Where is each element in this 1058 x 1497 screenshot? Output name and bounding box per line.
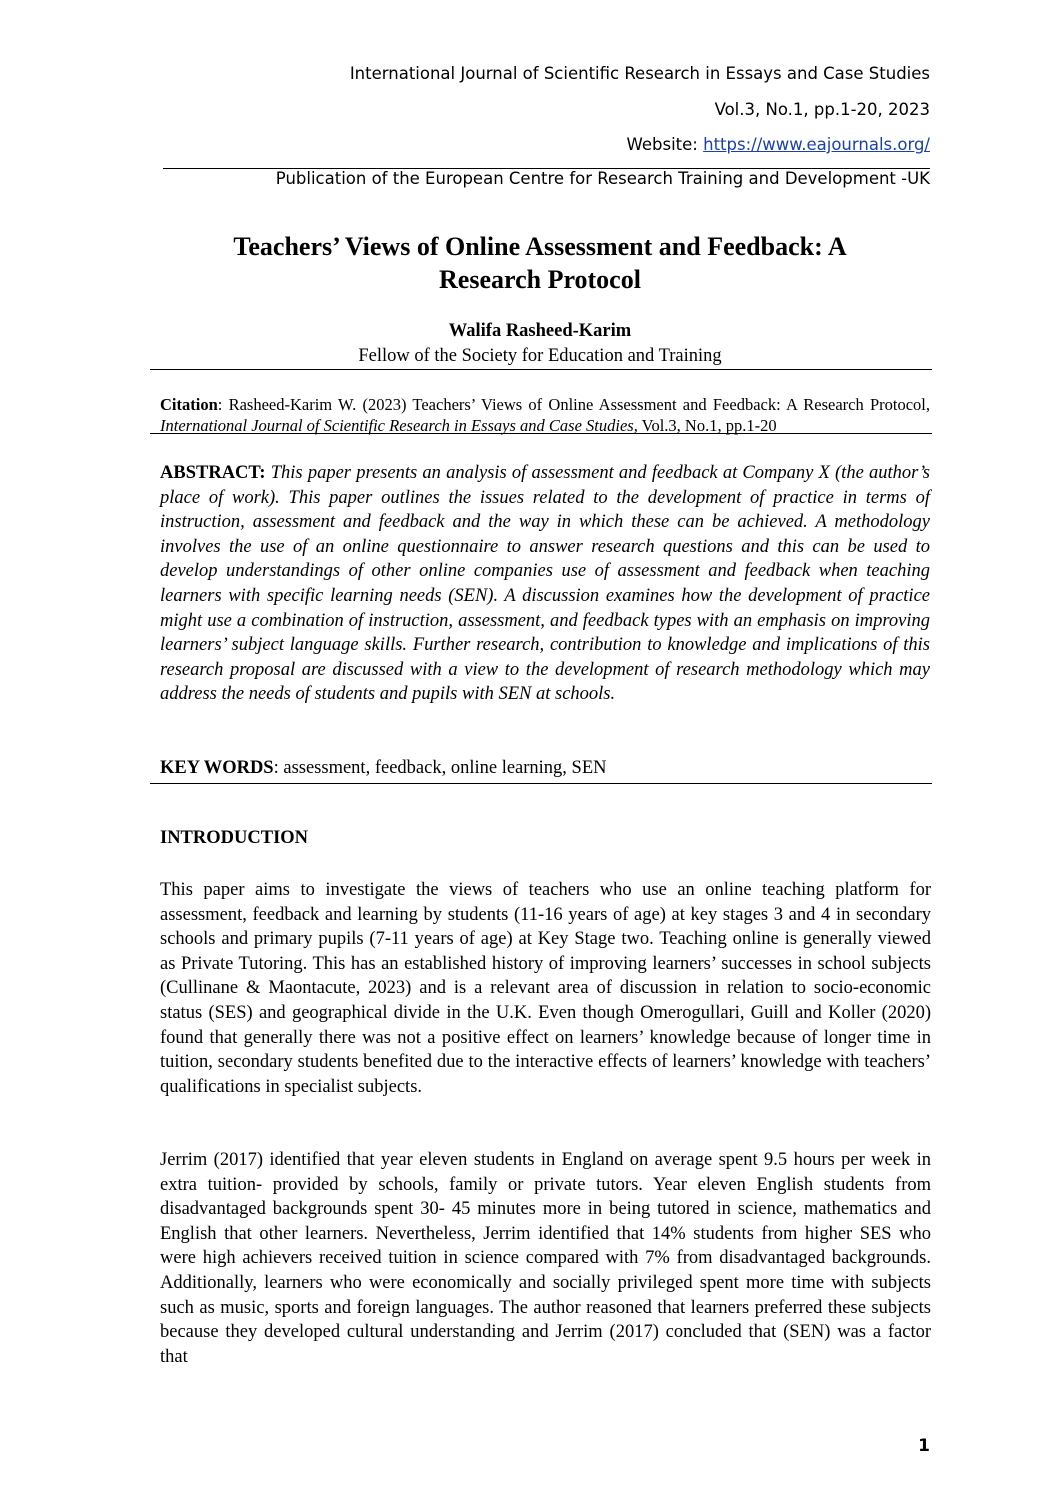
abstract-text: This paper presents an analysis of assessment and feedback at Company X (the author’s place of work). This paper outlines the issues related to the development of practice in terms of instruction, assessment and feedback and the way in which these can be achieved. A methodology involves the use of an online questionnaire to answer research questions and this can be used to develop understandings of other online companies use of assessment and feedback when teaching learners with specific learning needs (SEN). A discussion examines how the development of practice might use a combination of instruction, assessment, and feedback types with an emphasis on improving learners’ subject language skills. Further research, contribution to knowledge and implications of this research proposal are discussed with a view to the development of research methodology which may address the needs of students and pupils with SEN at schools. <box>160 463 930 705</box>
title-line-2: Research Protocol <box>439 265 641 294</box>
citation-text: : Rasheed-Karim W. (2023) Teachers’ Views of Online Assessment and Feedback: A Research Protocol, <box>217 395 930 414</box>
paragraph-1: This paper aims to investigate the views of teachers who use an online teaching platform for assessment, feedback and learning by students (11-16 years of age) at key stages 3 and 4 in secondary schools and primary pupils (7-11 years of age) at Key Stage two. Teaching online is generally viewed as Private Tutoring. This has an established history of improving learners’ successes in school subjects (Cullinane & Maontacute, 2023) and is a relevant area of discussion in relation to socio-economic status (SES) and geographical divide in the U.K. Even though Omerogullari, Guill and Koller (2020) found that generally there was not a positive effect on learners’ knowledge because of longer time in tuition, secondary students benefited due to the interactive effects of learners’ knowledge with teachers’ qualifications in specialist subjects. <box>160 880 931 1097</box>
website-label: Website: <box>626 135 704 154</box>
divider-citation <box>150 433 932 434</box>
paper-title <box>150 230 930 296</box>
publisher-line: Publication of the European Centre for Research Training and Development -UK <box>163 168 930 188</box>
citation-label: Citation <box>160 395 218 414</box>
abstract-label: ABSTRACT: <box>160 463 266 483</box>
keywords-label: KEY WORDS <box>160 758 274 778</box>
page-number: 1 <box>918 1436 930 1456</box>
website-line <box>627 135 930 154</box>
paragraph-2: Jerrim (2017) identified that year eleven students in England on average spent 9.5 hours per week in extra tuition- provided by schools, family or private tutors. Year eleven English students from disadvantaged backgrounds spent 30- 45 minutes more in being tutored in science, mathematics and English that other learners. Nevertheless, Jerrim identified that 14% students from higher SES who were high achievers received tuition in science compared with 7% from disadvantaged backgrounds. Additionally, learners who were economically and socially privileged spent more time with subjects such as music, sports and foreign languages. The author reasoned that learners preferred these subjects because they developed cultural understanding and Jerrim (2017) concluded that (SEN) was a factor that <box>160 1150 931 1367</box>
divider-author <box>150 369 932 370</box>
citation <box>160 394 930 436</box>
divider-keywords <box>150 783 932 784</box>
title-line-1: Teachers’ Views of Online Assessment and Feedback: A <box>233 232 847 261</box>
journal-name: International Journal of Scientific Research in Essays and Case Studies <box>349 64 930 83</box>
author-affiliation: Fellow of the Society for Education and Training <box>358 346 722 366</box>
keywords <box>160 756 930 780</box>
abstract <box>160 461 930 707</box>
author-block <box>150 318 930 368</box>
website-link[interactable]: https://www.eajournals.org/ <box>703 135 930 154</box>
section-heading-introduction: INTRODUCTION <box>160 828 309 848</box>
volume-info: Vol.3, No.1, pp.1-20, 2023 <box>714 100 930 119</box>
citation-journal: International Journal of Scientific Research in Essays and Case Studies, <box>160 416 638 435</box>
citation-details: Vol.3, No.1, pp.1-20 <box>637 416 777 435</box>
keywords-text: : assessment, feedback, online learning, SEN <box>273 758 607 778</box>
author-name: Walifa Rasheed-Karim <box>448 321 632 341</box>
